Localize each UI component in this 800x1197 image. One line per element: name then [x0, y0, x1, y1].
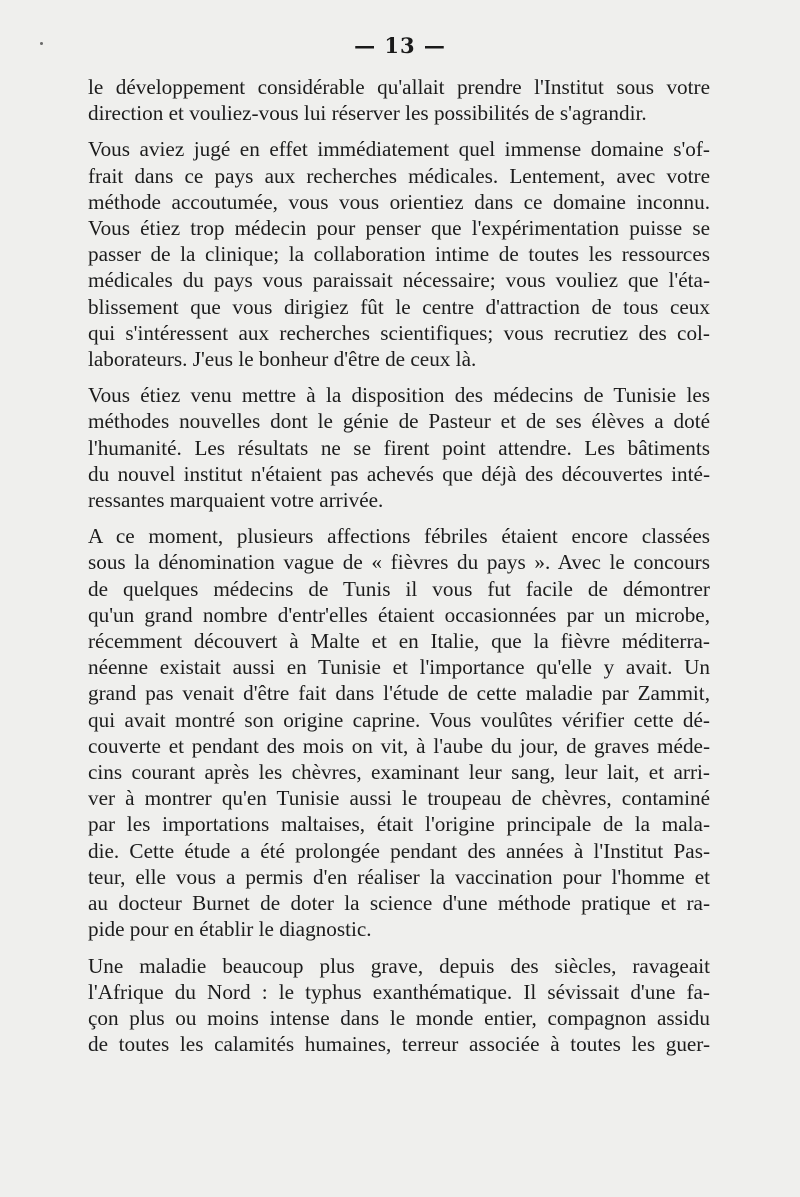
- paragraph-3: [88, 382, 710, 513]
- text-line: méthodes nouvelles dont le génie de Pasteur et de ses élèves a doté: [88, 409, 710, 434]
- text-line: Vous aviez jugé en effet immédiatement quel immense domaine s'of-: [88, 137, 710, 162]
- text-line: blissement que vous dirigiez fût le centre d'attraction de tous ceux: [88, 294, 710, 319]
- text-line: méthode accoutumée, vous vous orientiez dans ce domaine inconnu.: [88, 189, 710, 214]
- text-line: couverte et pendant des mois on vit, à l'aube du jour, de graves méde-: [88, 733, 710, 758]
- text-line: de quelques médecins de Tunis il vous fut facile de démontrer: [88, 576, 710, 601]
- paragraph-5: [88, 953, 710, 1058]
- text-line: cins courant après les chèvres, examinant leur sang, leur lait, et arri-: [88, 760, 710, 785]
- text-line: récemment découvert à Malte et en Italie, que la fièvre méditerra-: [88, 629, 710, 654]
- paragraph-4: [88, 523, 710, 942]
- text-line: ver à montrer qu'en Tunisie aussi le troupeau de chèvres, contaminé: [88, 786, 710, 811]
- text-line: grand pas venait d'être fait dans l'étude de cette maladie par Zammit,: [88, 681, 710, 706]
- text-line: médicales du pays vous paraissait nécessaire; vous vouliez que l'éta-: [88, 268, 710, 293]
- text-line: ressantes marquaient votre arrivée.: [88, 488, 384, 513]
- text-line: néenne existait aussi en Tunisie et l'importance qu'elle y avait. Un: [88, 655, 710, 680]
- text-line: le développement considérable qu'allait prendre l'Institut sous votre: [88, 75, 710, 99]
- text-line: frait dans ce pays aux recherches médicales. Lentement, avec votre: [88, 163, 710, 188]
- paragraph-1: [88, 74, 710, 126]
- text-line: Vous étiez trop médecin pour penser que l'expérimentation puisse se: [88, 216, 710, 241]
- text-line: çon plus ou moins intense dans le monde entier, compagnon assidu: [88, 1005, 710, 1030]
- text-line: A ce moment, plusieurs affections fébriles étaient encore classées: [88, 524, 710, 549]
- text-line: teur, elle vous a permis d'en réaliser la vaccination pour l'homme et: [88, 864, 710, 889]
- text-line: Vous étiez venu mettre à la disposition des médecins de Tunisie les: [88, 383, 710, 408]
- body-text: [88, 74, 710, 1067]
- text-line: de toutes les calamités humaines, terreur associée à toutes les guer-: [88, 1032, 710, 1057]
- text-line: l'humanité. Les résultats ne se firent point attendre. Les bâtiments: [88, 435, 710, 460]
- text-line: die. Cette étude a été prolongée pendant des années à l'Institut Pas-: [88, 838, 710, 863]
- text-line: laborateurs. J'eus le bonheur d'être de ceux là.: [88, 347, 477, 372]
- text-line: du nouvel institut n'étaient pas achevés que déjà des découvertes inté-: [88, 461, 710, 486]
- text-line: au docteur Burnet de doter la science d'une méthode pratique et ra-: [88, 891, 710, 916]
- text-line: qu'un grand nombre d'entr'elles étaient occasionnées par un microbe,: [88, 602, 710, 627]
- text-line: par les importations maltaises, était l'origine principale de la mala-: [88, 812, 710, 837]
- text-line: l'Afrique du Nord : le typhus exanthématique. Il sévissait d'une fa-: [88, 979, 710, 1004]
- text-line: qui avait montré son origine caprine. Vous voulûtes vérifier cette dé-: [88, 707, 710, 732]
- text-line: passer de la clinique; la collaboration intime de toutes les ressources: [88, 242, 710, 267]
- text-line: qui s'intéressent aux recherches scientifiques; vous recrutiez des col-: [88, 320, 710, 345]
- text-line: direction et vouliez-vous lui réserver les possibilités de s'agrandir.: [88, 101, 647, 126]
- text-line: Une maladie beaucoup plus grave, depuis des siècles, ravageait: [88, 953, 710, 978]
- text-line: sous la dénomination vague de « fièvres du pays ». Avec le concours: [88, 550, 710, 575]
- page-number: — 13 —: [354, 33, 446, 58]
- text-line: pide pour en établir le diagnostic.: [88, 917, 372, 942]
- paragraph-2: [88, 136, 710, 372]
